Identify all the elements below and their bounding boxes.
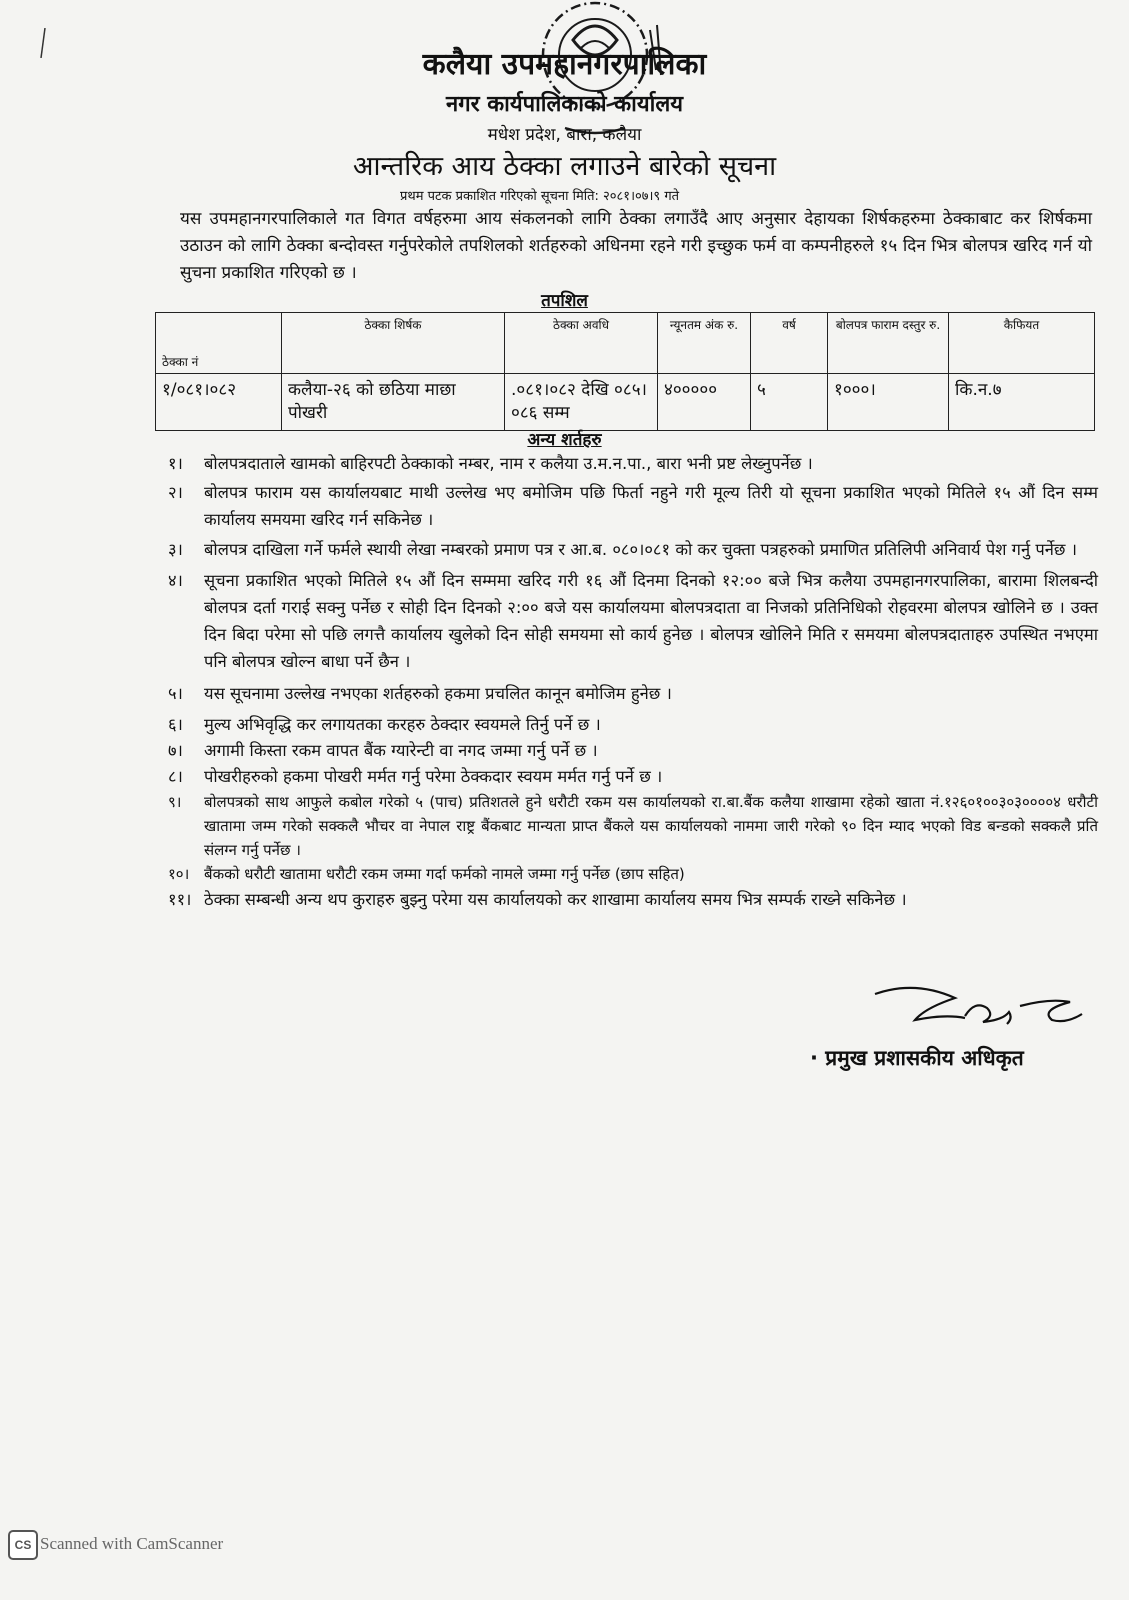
terms-list (168, 452, 1098, 913)
col-header-years: वर्ष (751, 313, 828, 374)
term-item (168, 452, 1098, 476)
term-number: १। (168, 454, 183, 473)
office-address: मधेश प्रदेश, बारा, कलैया (487, 125, 642, 145)
handwritten-signature (870, 982, 1085, 1042)
term-item (168, 862, 1098, 886)
col-header-min-amount: न्यूनतम अंक रु. (658, 313, 751, 374)
cell-form-fee: १०००। (828, 374, 949, 431)
term-text: अगामी किस्ता रकम वापत बैंक ग्यारेन्टी वा नगद जम्मा गर्नु पर्ने छ । (204, 741, 598, 760)
term-text: मुल्य अभिवृद्धि कर लगायतका करहरु ठेक्दार स्वयमले तिर्नु पर्ने छ । (204, 715, 601, 734)
term-text: बैंकको धरौटी खातामा धरौटी रकम जम्मा गर्दा फर्मको नामले जम्मा गर्नु पर्नेछ (छाप सहित) (204, 865, 685, 883)
term-text: बोलपत्र दाखिला गर्ने फर्मले स्थायी लेखा नम्बरको प्रमाण पत्र र आ.ब. ०८०।०८१ को कर चुक्ता पत्रहरुको प्रमाणित प्रतिलिपी अनिवार्य पेश गर्नु पर्नेछ । (204, 540, 1077, 559)
term-text: बोलपत्र फाराम यस कार्यालयबाट माथी उल्लेख भए बमोजिम पछि फिर्ता नहुने गरी मूल्य तिरी यो सूचना प्रकाशित भएको मितिले १५ औं दिन सम्म कार्यालय समयमा खरिद गर्न सकिनेछ । (204, 483, 1098, 529)
term-number: ११। (168, 890, 192, 909)
term-text: यस सूचनामा उल्लेख नभएका शर्तहरुको हकमा प्रचलित कानून बमोजिम हुनेछ । (204, 684, 672, 703)
signatory-title: · प्रमुख प्रशासकीय अधिकृत (810, 1046, 1024, 1070)
table-title: तपशिल (541, 291, 588, 311)
cell-period: .०८१।०८२ देखि ०८५।०८६ सम्म (505, 374, 658, 431)
term-item (168, 567, 1098, 675)
term-text: बोलपत्रदाताले खामको बाहिरपटी ठेक्काको नम्बर, नाम र कलैया उ.म.न.पा., बारा भनी प्रष्ट लेख्नुपर्नेछ । (204, 454, 813, 473)
col-header-subject: ठेक्का शिर्षक (282, 313, 505, 374)
cell-subject: कलैया-२६ को छठिया माछा पोखरी (282, 374, 505, 431)
published-date: प्रथम पटक प्रकाशित गरिएको सूचना मिति: २०८१।०७।९ गते (400, 189, 680, 204)
col-header-period: ठेक्का अवधि (505, 313, 658, 374)
term-number: १०। (168, 865, 190, 883)
col-header-remarks: कैफियत (949, 313, 1095, 374)
term-number: २। (168, 483, 183, 502)
term-item (168, 536, 1098, 564)
term-number: ९। (168, 793, 182, 811)
term-number: ८। (168, 767, 183, 786)
term-item (168, 712, 1098, 738)
cell-remarks: कि.न.७ (949, 374, 1095, 431)
col-header-tender-no: ठेक्का नं (156, 313, 282, 374)
term-item (168, 764, 1098, 790)
term-text: सूचना प्रकाशित भएको मितिले १५ औं दिन सम्ममा खरिद गरी १६ औं दिनमा दिनको १२:०० बजे भित्र कलैया उपमहानगरपालिका, बारामा शिलबन्दी बोलपत्र दर्ता गराई सक्नु पर्नेछ र सोही दिन दिनको २:०० बजे यस कार्यालयमा बोलपत्रदाता वा निजको प्रतिनिधिको रोहवरमा बोलपत्र खोलिने छ । उक्त दिन बिदा परेमा सो पछि लगत्तै कार्यालय खुलेको दिन सोही समयमा सो कार्य हुनेछ । बोलपत्र खोलिने मिति र समयमा बोलपत्रदाताहरु उपस्थित नभएमा पनि बोलपत्र खोल्न बाधा पर्ने छैन । (204, 571, 1098, 671)
term-item (168, 886, 1098, 913)
term-text: ठेक्का सम्बन्धी अन्य थप कुराहरु बुझ्नु परेमा यस कार्यालयको कर शाखामा कार्यालय समय भित्र सम्पर्क राख्ने सकिनेछ । (204, 890, 907, 909)
term-text: पोखरीहरुको हकमा पोखरी मर्मत गर्नु परेमा ठेक्कदार स्वयम मर्मत गर्नु पर्ने छ । (204, 767, 663, 786)
tender-table (155, 312, 1095, 431)
office-name: नगर कार्यपालिकाको कार्यालय (446, 92, 683, 117)
notice-title: आन्तरिक आय ठेक्का लगाउने बारेको सूचना (352, 151, 777, 182)
other-terms-title: अन्य शर्तहरु (527, 430, 602, 450)
term-item (168, 790, 1098, 862)
table-row (156, 374, 1095, 431)
term-number: ४। (168, 571, 183, 590)
term-number: ५। (168, 684, 183, 703)
cell-tender-no: १/०८१।०८२ (156, 374, 282, 431)
camscanner-icon: CS (8, 1530, 38, 1560)
term-number: ७। (168, 741, 183, 760)
cell-min-amount: ४००००० (658, 374, 751, 431)
cell-years: ५ (751, 374, 828, 431)
term-item (168, 679, 1098, 709)
term-number: ३। (168, 540, 183, 559)
term-number: ६। (168, 715, 183, 734)
term-item (168, 479, 1098, 533)
org-name: कलैया उपमहानगरपालिका (422, 47, 707, 82)
term-item (168, 738, 1098, 764)
term-text: बोलपत्रको साथ आफुले कबोल गरेको ५ (पाच) प्रतिशतले हुने धरौटी रकम यस कार्यालयको रा.बा.बैंक कलैया शाखामा रहेको खाता नं.१२६०१००३०३००००४ धरौटी खातामा जम्म गरेको सक्कलै भौचर वा नेपाल राष्ट्र बैंकबाट मान्यता प्राप्त बैंकले यस कार्यालयको नाममा जारी गरेको ९० दिन म्याद भएको विड बन्डको सक्कलै प्रति संलग्न गर्नु पर्नेछ । (204, 793, 1098, 859)
intro-paragraph: यस उपमहानगरपालिकाले गत विगत वर्षहरुमा आय संकलनको लागि ठेक्का लगाउँदै आए अनुसार देहायका शिर्षकहरुमा ठेक्काबाट कर शिर्षकमा उठाउन को लागि ठेक्का बन्दोवस्त गर्नुपरेकोले तपशिलको शर्तहरुको अधिनमा रहने गरी इच्छुक फर्म वा कम्पनीहरुले १५ दिन भित्र बोलपत्र खरिद गर्न यो सुचना प्रकाशित गरिएको छ । (180, 209, 1092, 283)
col-header-form-fee: बोलपत्र फाराम दस्तुर रु. (828, 313, 949, 374)
scanner-watermark: Scanned with CamScanner (40, 1534, 224, 1553)
table-header-row (156, 313, 1095, 374)
